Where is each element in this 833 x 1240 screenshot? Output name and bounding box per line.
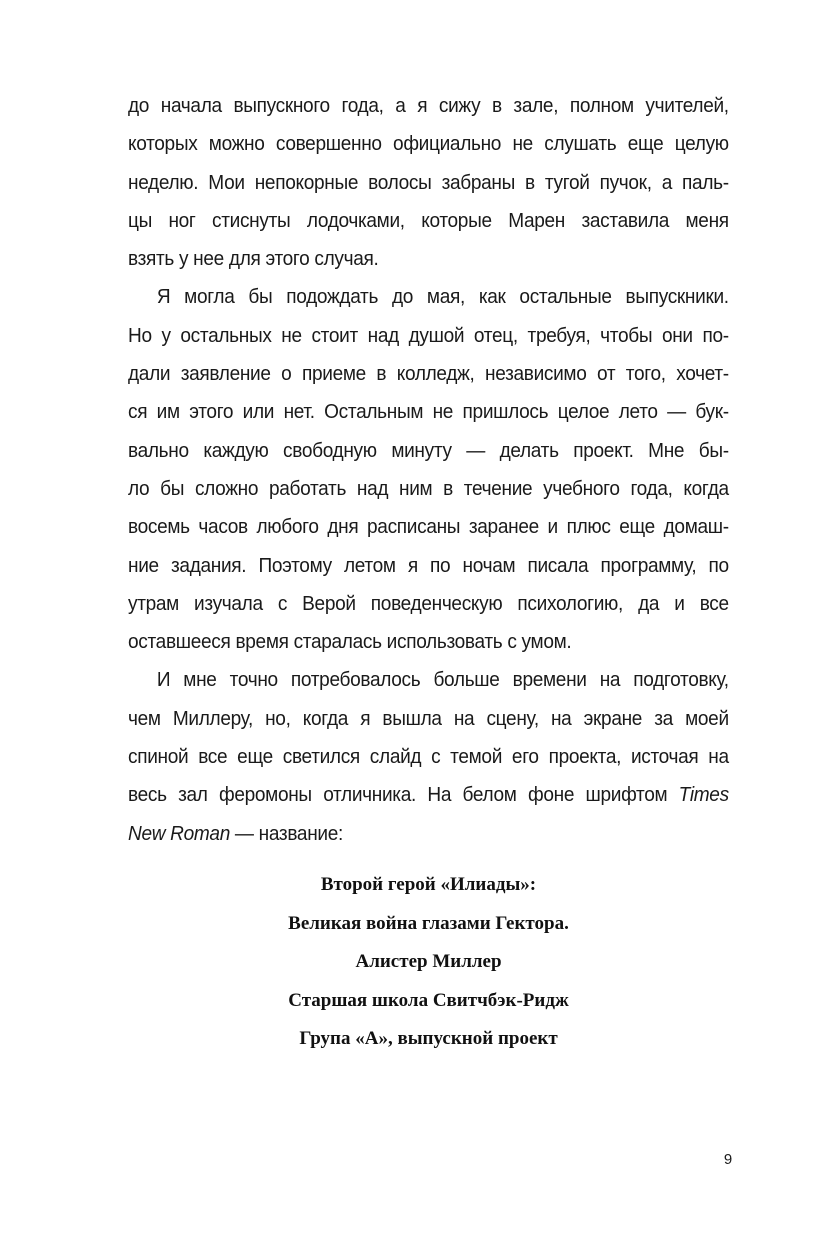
body-text xyxy=(128,87,729,853)
text-line-with-italic xyxy=(128,815,729,853)
page-number: 9 xyxy=(723,1151,733,1168)
italic-font-name: New Roman xyxy=(128,821,230,845)
text-segment: весь зал феромоны отличника. На белом фоне шрифтом xyxy=(128,783,668,807)
text-line: И мне точно потребовалось больше времени на подготовку, xyxy=(156,668,729,692)
slide-line: Алистер Миллер xyxy=(355,951,502,972)
text-line: цы ног стиснуты лодочками, которые Марен заставила меня xyxy=(128,208,729,232)
text-line: спиной все еще светился слайд с темой его проекта, источая на xyxy=(128,745,729,769)
text-line: взять у нее для этого случая. xyxy=(128,247,379,271)
text-line: Но у остальных не стоит над душой отец, требуя, чтобы они по- xyxy=(128,323,729,347)
text-line: вально каждую свободную минуту — делать проект. Мне бы- xyxy=(128,438,729,462)
text-line-with-italic xyxy=(128,776,729,814)
slide-line: Старшая школа Свитчбэк-Ридж xyxy=(288,989,569,1011)
text-segment: — название: xyxy=(229,821,343,845)
slide-title-block xyxy=(128,866,729,1059)
text-line: дали заявление о приеме в колледж, независимо от того, хочет- xyxy=(128,362,729,386)
text-line: Я могла бы подождать до мая, как остальные выпускники. xyxy=(156,285,729,309)
text-line: восемь часов любого дня расписаны заранее и плюс еще домаш- xyxy=(128,515,729,539)
text-line: которых можно совершенно официально не слушать еще целую xyxy=(128,132,729,156)
text-line: ся им этого или нет. Остальным не пришлось целое лето — бук- xyxy=(128,400,729,424)
text-line: неделю. Мои непокорные волосы забраны в тугой пучок, а паль- xyxy=(128,170,729,194)
text-line: утрам изучала с Верой поведенческую психологию, да и все xyxy=(128,591,729,615)
slide-line: Великая война глазами Гектора. xyxy=(288,912,569,934)
text-line: чем Миллеру, но, когда я вышла на сцену, на экране за моей xyxy=(128,706,729,730)
slide-line: Второй герой «Илиады»: xyxy=(320,874,537,895)
text-line: оставшееся время старалась использовать с умом. xyxy=(128,630,572,654)
italic-font-name: Times xyxy=(678,783,729,807)
slide-line: Група «А», выпускной проект xyxy=(299,1028,558,1049)
text-line: до начала выпускного года, а я сижу в зале, полном учителей, xyxy=(128,94,729,117)
text-line: ние задания. Поэтому летом я по ночам писала программу, по xyxy=(128,553,729,577)
text-line: ло бы сложно работать над ним в течение учебного года, когда xyxy=(128,476,729,500)
